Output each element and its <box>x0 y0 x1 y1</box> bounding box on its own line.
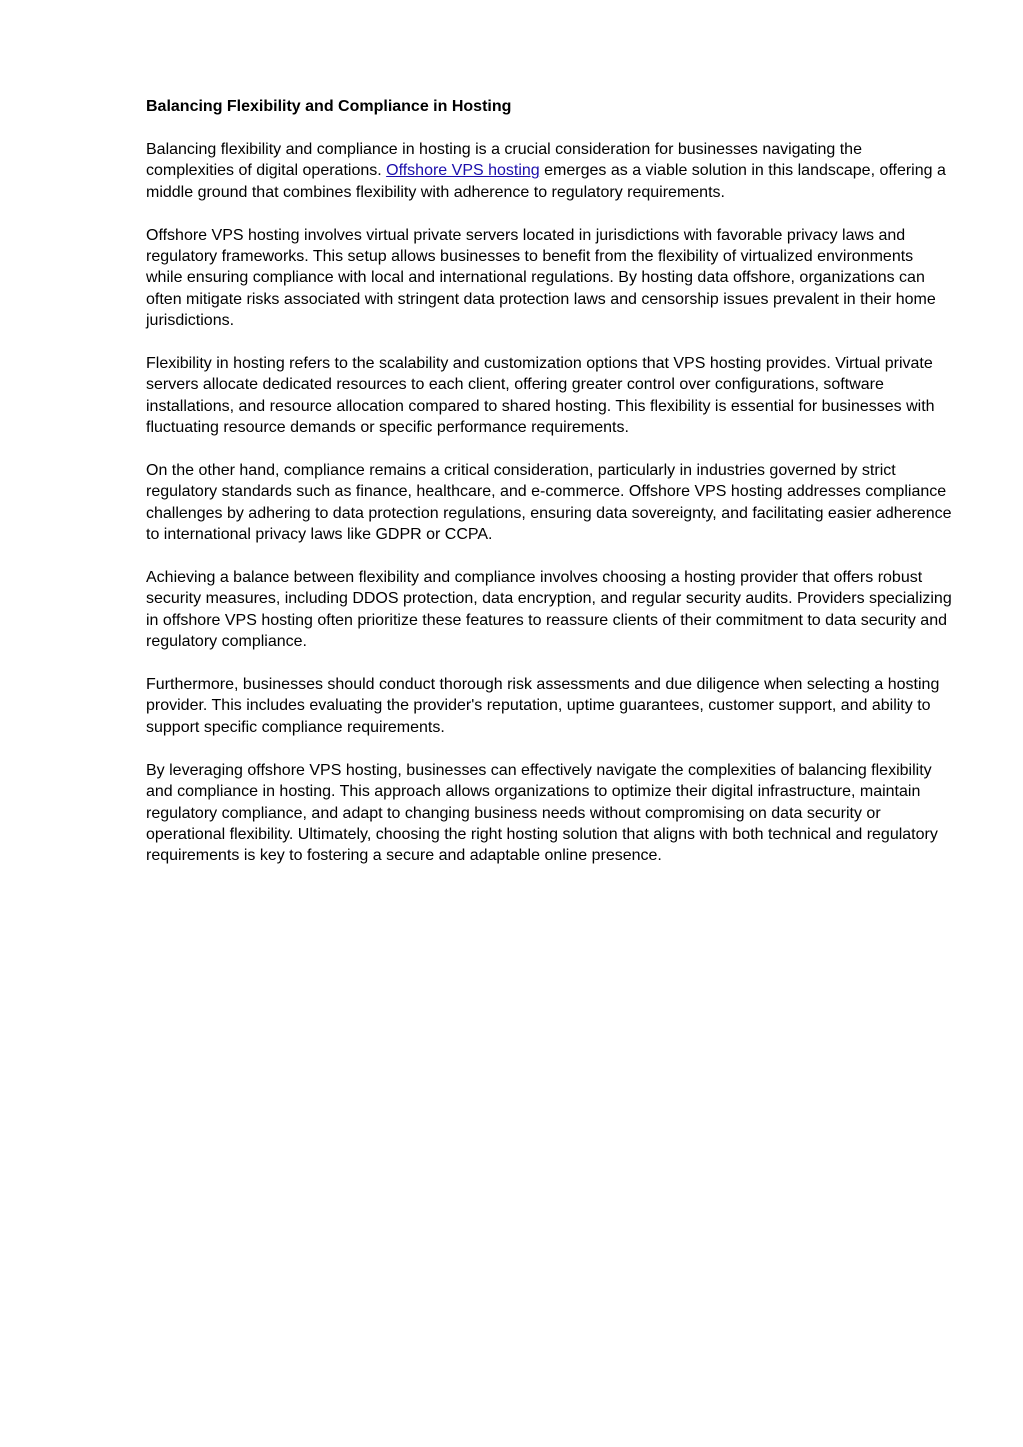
intro-text-before-link: Balancing flexibility and compliance in hosting is a crucial consideration for businesses navigating the complexities of digital operations. <box>146 141 862 180</box>
paragraph-intro <box>146 139 954 203</box>
paragraph-conclusion: By leveraging offshore VPS hosting, businesses can effectively navigate the complexities of balancing flexibility and compliance in hosting. This approach allows organizations to optimize their digital infrastructure, maintain regulatory compliance, and adapt to changing business needs without compromising on data security or operational flexibility. Ultimately, choosing the right hosting solution that aligns with both technical and regulatory requirements is key to fostering a secure and adaptable online presence. <box>146 761 938 865</box>
paragraph-compliance: On the other hand, compliance remains a critical consideration, particularly in industries governed by strict regulatory standards such as finance, healthcare, and e-commerce. Offshore VPS hosting addresses compliance challenges by adhering to data protection regulations, ensuring data sovereignty, and facilitating easier adherence to international privacy laws like GDPR or CCPA. <box>146 462 952 544</box>
paragraph-balance: Achieving a balance between flexibility and compliance involves choosing a hosting provider that offers robust security measures, including DDOS protection, data encryption, and regular security audits. Providers specializing in offshore VPS hosting often prioritize these features to reassure clients of their commitment to data security and regulatory compliance. <box>146 569 952 651</box>
paragraph-flexibility: Flexibility in hosting refers to the scalability and customization options that VPS hosting provides. Virtual private servers allocate dedicated resources to each client, offering greater control over configurations, software installations, and resource allocation compared to shared hosting. This flexibility is essential for businesses with fluctuating resource demands or specific performance requirements. <box>146 355 935 437</box>
intro-text-after-link: emerges as a viable solution in this landscape, offering a middle ground that combines flexibility with adherence to regulatory requirements. <box>146 162 946 201</box>
offshore-vps-hosting-link[interactable]: Offshore VPS hosting <box>386 162 540 180</box>
document-title: Balancing Flexibility and Compliance in Hosting <box>146 98 512 115</box>
document-body <box>146 96 954 888</box>
paragraph-offshore-vps: Offshore VPS hosting involves virtual private servers located in jurisdictions with favorable privacy laws and regulatory frameworks. This setup allows businesses to benefit from the flexibility of virtualized environments while ensuring compliance with local and international regulations. By hosting data offshore, organizations can often mitigate risks associated with stringent data protection laws and censorship issues prevalent in their home jurisdictions. <box>146 226 936 330</box>
paragraph-due-diligence: Furthermore, businesses should conduct thorough risk assessments and due diligence when selecting a hosting provider. This includes evaluating the provider's reputation, uptime guarantees, customer support, and ability to support specific compliance requirements. <box>146 676 940 736</box>
